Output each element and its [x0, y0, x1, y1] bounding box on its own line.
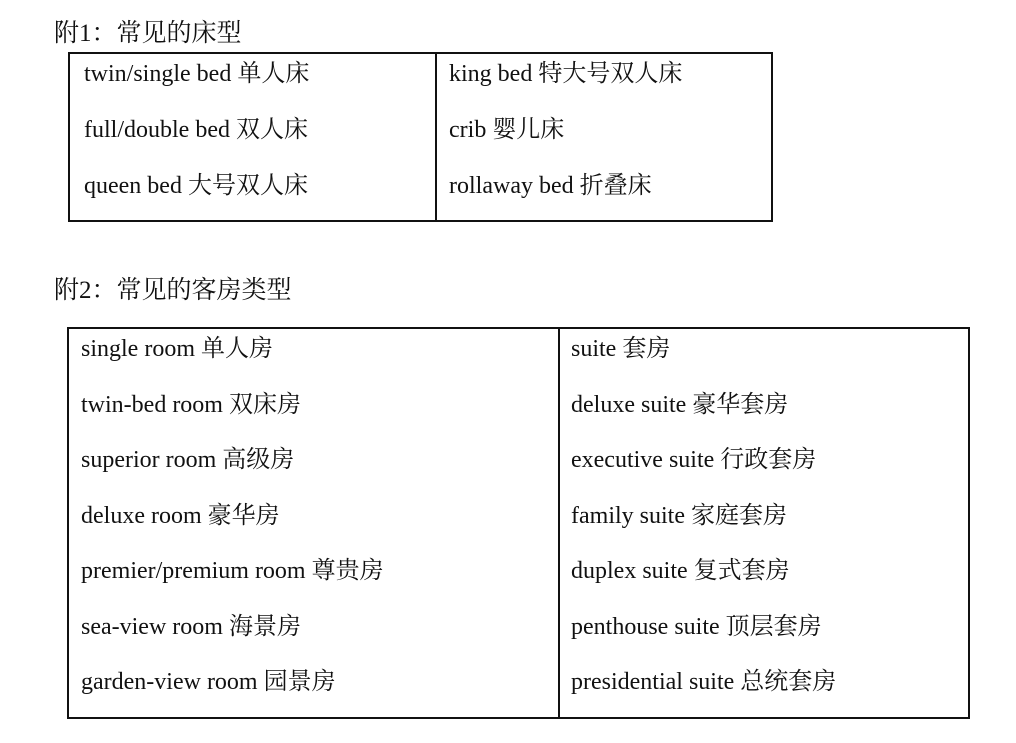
list-item: twin-bed room 双床房	[81, 391, 301, 418]
list-item: suite 套房	[571, 336, 671, 362]
list-item: deluxe room 豪华房	[81, 502, 280, 529]
list-item: crib 婴儿床	[449, 117, 565, 143]
list-item: king bed 特大号双人床	[449, 61, 683, 87]
list-item: queen bed 大号双人床	[84, 173, 308, 199]
room-types-heading: 附2：常见的客房类型	[54, 277, 292, 304]
list-item: penthouse suite 顶层套房	[571, 613, 822, 640]
list-item: family suite 家庭套房	[571, 502, 787, 529]
room-types-left-column	[68, 328, 559, 718]
list-item: full/double bed 双人床	[84, 117, 308, 143]
list-item: garden-view room 园景房	[81, 669, 336, 695]
table-row	[69, 53, 772, 221]
list-item: single room 单人房	[81, 336, 273, 362]
room-types-table	[67, 327, 970, 719]
room-types-right-column	[559, 328, 969, 718]
list-item: presidential suite 总统套房	[571, 669, 837, 695]
list-item: superior room 高级房	[81, 447, 295, 473]
list-item: premier/premium room 尊贵房	[81, 558, 384, 584]
list-item: deluxe suite 豪华套房	[571, 391, 789, 418]
bed-types-heading: 附1：常见的床型	[54, 20, 242, 47]
bed-types-right-column	[436, 53, 772, 221]
list-item: duplex suite 复式套房	[571, 558, 790, 584]
table-row	[68, 328, 969, 718]
list-item: executive suite 行政套房	[571, 447, 817, 473]
bed-types-left-column	[69, 53, 436, 221]
list-item: twin/single bed 单人床	[84, 61, 310, 87]
list-item: rollaway bed 折叠床	[449, 173, 652, 199]
list-item: sea-view room 海景房	[81, 613, 301, 640]
bed-types-table	[68, 52, 773, 222]
